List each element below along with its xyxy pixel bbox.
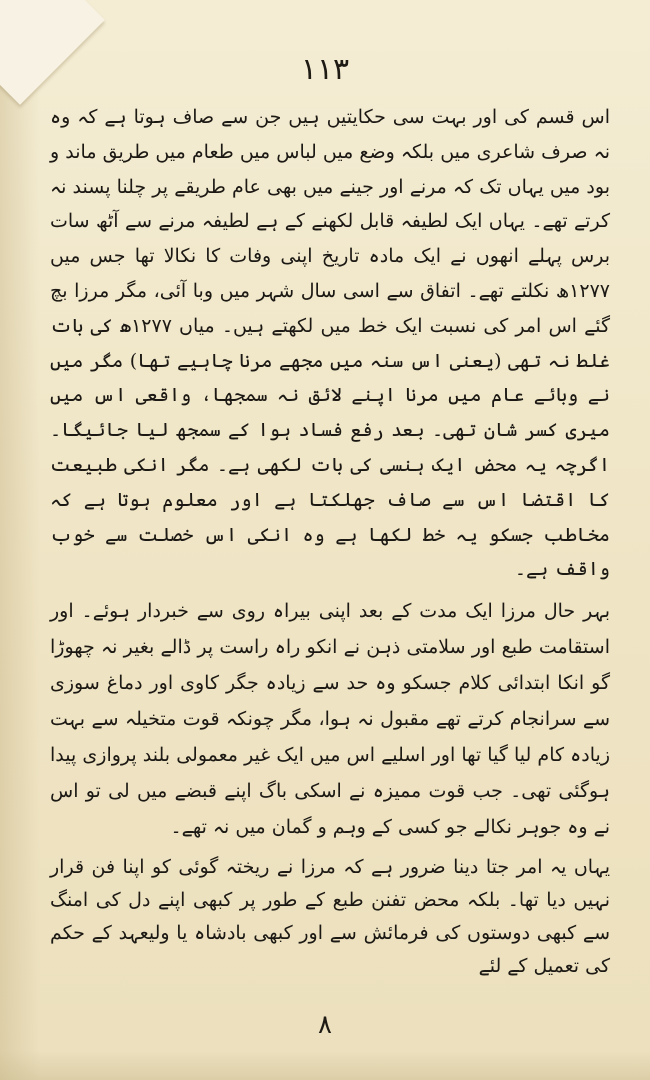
body-text <box>50 100 610 983</box>
paragraph-2: بہر حال مرزا ایک مدت کے بعد اپنی بیراہ روی سے خبردار ہوئے۔ اور استقامت طبع اور سلامتی ذہن نے انکو راہ راست پر ڈالے بغیر نہ چھوڑا گو انکا ابتدائی کلام جسکو وہ حد سے زیادہ جگر کاوی اور دماغ سوزی سے سرانجام کرتے تھے مقبول نہ ہوا، مگر چونکہ قوت متخیلہ سے بہت زیادہ کام لیا گیا تھا اور اسلیے اس میں ایک غیر معمولی بلند پروازی پیدا ہوگئی تھی۔ جب قوت ممیزہ نے اسکی باگ اپنے قبضے میں لی تو اس نے وہ جوہر نکالے جو کسی کے وہم و گمان میں نہ تھے۔ <box>50 600 610 839</box>
page-bottom-edge <box>0 1050 650 1080</box>
signature-mark: ۸ <box>318 1010 332 1040</box>
paragraph-1: اس قسم کی اور بہت سی حکایتیں ہیں جن سے صاف ہوتا ہے کہ وہ نہ صرف شاعری میں بلکہ وضع میں لباس میں طعام میں طریق ماند و بود میں یہاں تک کہ مرنے اور جینے میں بھی عام طریقے پر چلنا پسند نہ کرتے تھے۔ یہاں ایک لطیفہ قابل لکھنے کے ہے لطیفہ مرنے سے آٹھ سات برس پہلے انھوں نے ایک مادہ تاریخ اپنی وفات کا نکالا تھا جس میں ۱۲۷۷ھ نکلتے تھے۔ اتفاق سے اسی سال شہر میں وبا آئی، مگر مرزا بچ گئے اس امر کی نسبت ایک خط میں لکھتے ہیں۔ میاں ۱۲۷۷ھ کی بات غلط نہ تھی (یعنی اس سنہ میں مجھے مرنا چاہیے تھا) مگر میں نے وبائے عام میں مرنا اپنے لائق نہ سمجھا، واقعی اس میں میری کسر شان تھی۔ بعد رفع فساد ہوا کے سمجھ لیا جائیگا۔ اگرچہ یہ محض ایک ہنسی کی بات لکھی ہے۔ مگر انکی طبیعت کا اقتضا اس سے صاف جھلکتا ہے اور معلوم ہوتا ہے کہ مخاطب جسکو یہ خط لکھا ہے وہ انکی اس خصلت سے خوب واقف ہے۔ <box>50 106 610 581</box>
page-number: ۱۱۳ <box>300 52 350 87</box>
page-fold-shadow <box>0 0 40 1080</box>
paragraph-3: یہاں یہ امر جتا دینا ضرور ہے کہ مرزا نے ریختہ گوئی کو اپنا فن قرار نہیں دیا تھا۔ بلکہ محض تفنن طبع کے طور پر کبھی اپنے دل کی امنگ سے کبھی دوستوں کی فرمائش سے اور کبھی بادشاہ یا ولیعہد کے حکم کی تعمیل کے لئے <box>50 856 610 978</box>
